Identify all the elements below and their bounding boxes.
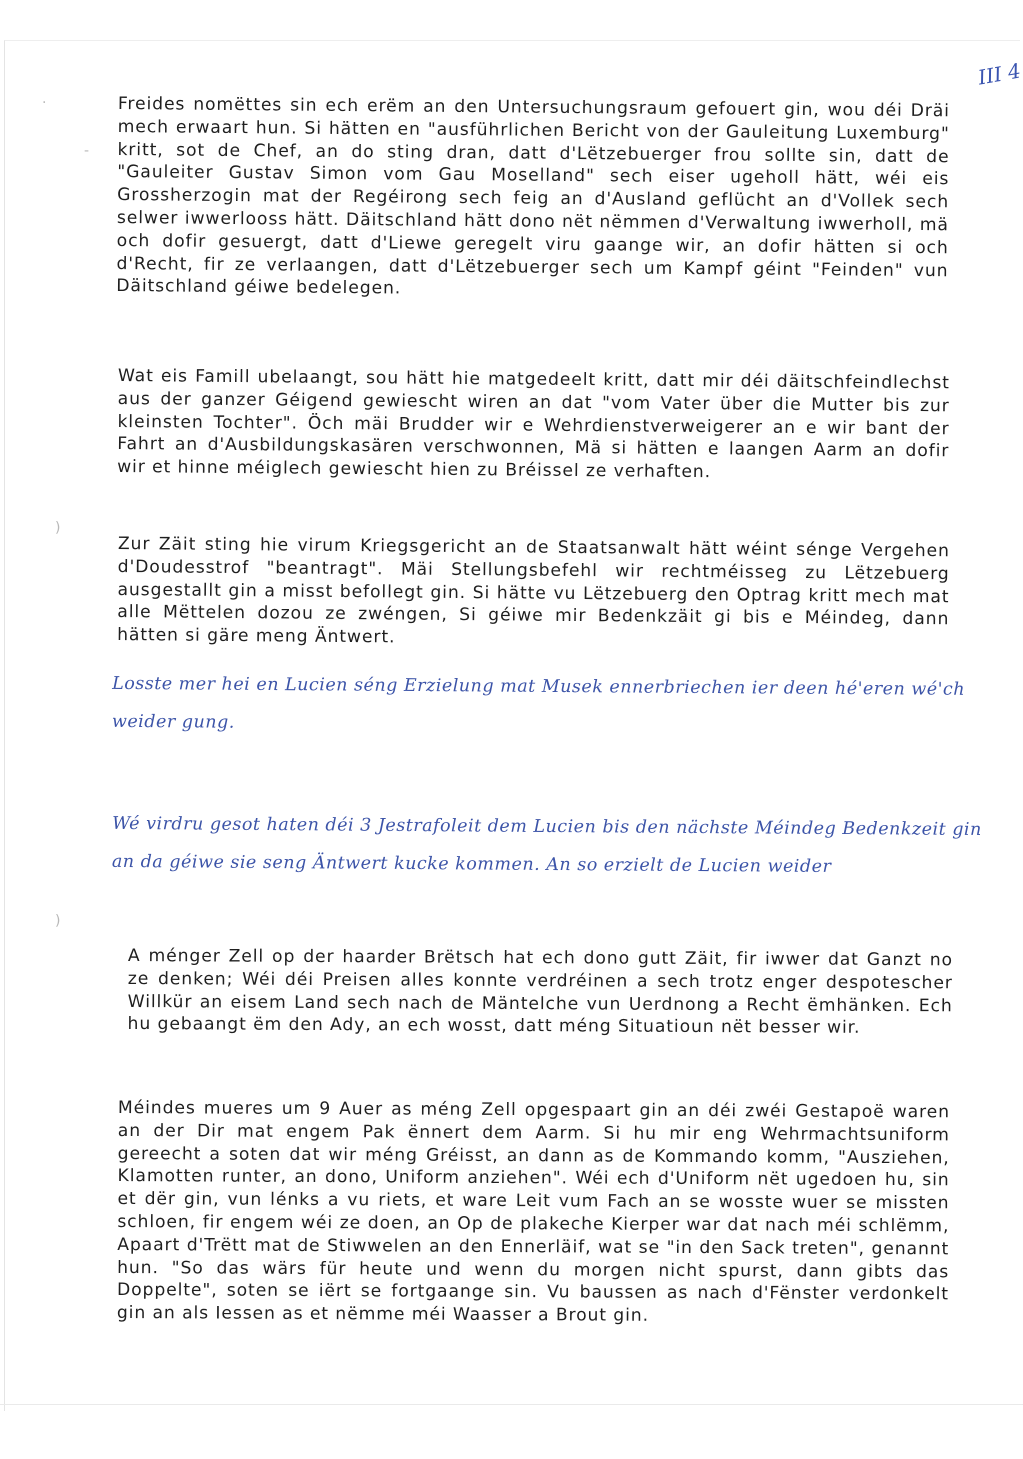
page-number: III 4 [976,58,1023,90]
margin-bracket: ) [55,520,61,536]
typed-paragraph: Zur Zäit sting hie virum Kriegsgericht an de Staatsanwalt hätt wéint sénge Vergehen d'Doudesstrof "beantragt". Mäi Stellungsbefehl wir rechtméisseg zu Lëtzebuerg ausgestallt gin a misst befollegt gin. Si hätte vu Lëtzebuerg den Optrag kritt mech mat alle Mëttelen dozou ze zwéngen, Si géiwe mir Bedenkzäit gi bis e Méindeg, dann hätten si gäre meng Äntwert. [117,533,950,648]
handwritten-note: Losste mer hei en Lucien séng Erzielung mat Musek ennerbriechen ier deen hé'eren wé'ch weider gung. [111,673,966,733]
handwritten-note: Wé virdru gesot haten déi 3 Jestrafoleit dem Lucien bis den nächste Méindeg Bedenkzeit gin an da géiwe sie seng Äntwert kucke kommen. An so erzielt de Lucien weider [111,813,982,877]
paper-edge [0,1404,1023,1405]
typed-paragraph: Méindes mueres um 9 Auer as méng Zell opgespaart gin an déi zwéi Gestapoë waren an der Dir mat engem Pak ënnert dem Aarm. Si hu mir eng Wehrmachtsuniform gereecht a soten dat wir méng Gréisst, an dann as de Kommando komm, "Ausziehen, Klamotten runter, an dono, Uniform anziehen". Wéi ech d'Uniform nët ugedoen hu, sin et dër gin, vun lénks a vu riets, et ware Leit vum Fach an se wosste wuer se missten schloen, fir engem wéi ze doen, an Op de plakeche Kierper war dat nach méi schlëmm, Apaart d'Trëtt mat de Stiwwelen an den Ennerläif, wat se "in den Sack treten", genannt hun. "So das wärs für heute und wenn du morgen nicht spurst, dann gibts das Doppelte", soten se iërt se fortgaange sin. Vu baussen as nach d'Fënster verdonkelt gin an als Iessen as et nëmme méi Waasser a Brout gin. [116,1098,950,1326]
margin-dash: - [84,143,90,159]
margin-dot: · [42,95,47,111]
margin-bracket: ) [55,913,61,929]
typed-paragraph: Wat eis Famill ubelaangt, sou hätt hie matgedeelt kritt, datt mir déi däitschfeindlechst aus der ganzer Géigend gewiescht wiren an dat "vom Vater über die Mutter bis zur kleinsten Tochter". Öch mäi Brudder wir e Wehrdienstverweigerer an e wir bant der Fahrt an d'Ausbildungskasären verschwonnen, Mä si hätten e laangen Aarm an dofir wir et hinne méiglech gewiescht hien zu Bréissel ze verhaften. [117,365,950,483]
typed-paragraph: A ménger Zell op der haarder Brëtsch hat ech dono gutt Zäit, fir iwwer dat Ganzt no ze denken; Wéi déi Preisen alles konnte verdréinen a sech trotz enger despotescher Willkür an eisem Land sech nach de Mäntelche vun Uerdnong a Recht ëmhänken. Ech hu gebaangt ëm den Ady, an ech wosst, datt méng Situatioun nët besser wir. [127,946,953,1039]
typed-paragraph: Freides nomëttes sin ech erëm an den Untersuchungsraum gefouert gin, wou déi Dräi mech erwaart hun. Si hätten en "ausführlichen Bericht von der Gauleitung Luxemburg" kritt, sot de Chef, an do sting dran, datt d'Lëtzebuerger frou sollte sin, datt de "Gauleiter Gustav Simon vom Gau Moselland" sech eiser ugeholl hätt, wéi eis Grossherzogin mat der Regéirong sech feig an d'Ausland geflücht an d'Vollek sech selwer iwwerlooss hätt. Däitschland hätt dono nët nëmmen d'Verwaltung iwwerholl, mä och dofir gesuergt, datt d'Liewe geregelt viru gaange wir, an dofir hätten si och d'Recht, fir ze verlaangen, datt d'Lëtzebuerger sech um Kampf géint "Feinden" vun Däitschland géiwe bedelegen. [116,93,950,299]
